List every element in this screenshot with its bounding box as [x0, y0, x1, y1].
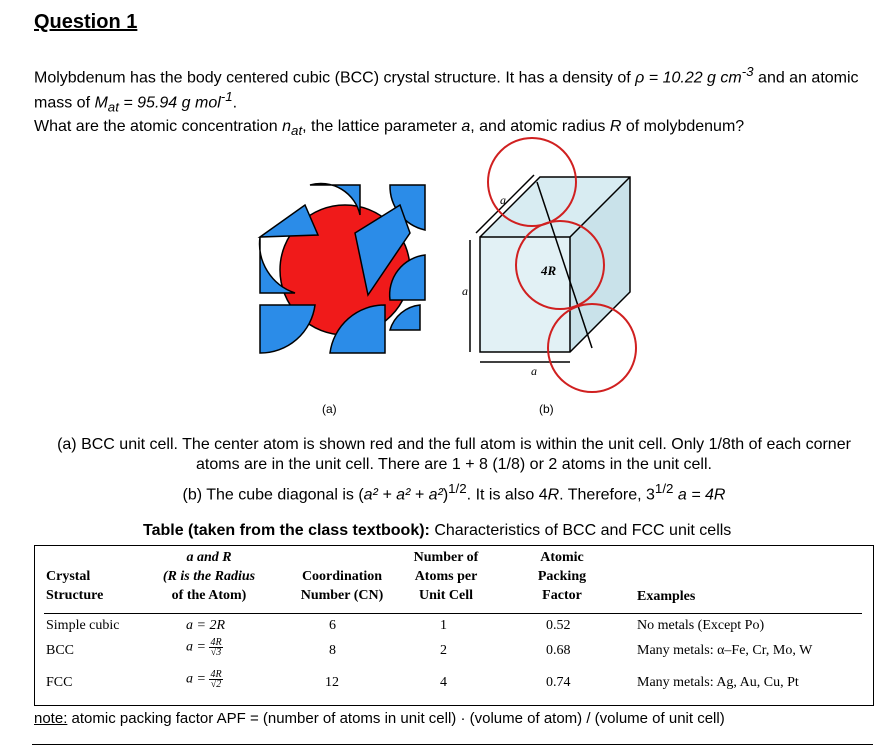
row-aR: a = $\frac{4R}{√2}$: [186, 669, 222, 690]
row-atoms: 1: [440, 618, 447, 633]
table-title: Table (taken from the class textbook): Characteristics of BCC and FCC unit cells: [143, 522, 732, 539]
header-a-and-r: a and R (R is the Radius of the Atom): [162, 550, 256, 603]
table-header-rule: [44, 613, 862, 614]
row-structure: Simple cubic: [46, 618, 120, 633]
row-atoms: 2: [440, 643, 447, 658]
row-atoms: 4: [440, 675, 447, 690]
caption: (a) BCC unit cell. The center atom is shown red and the full atom is within the unit cell. Only 1/8th of each corner atoms are in the unit cell. There are 1 + 8 (1/8) or 2 atoms in the unit cell. (b) The cube diagonal is $(a^2 + a^2 + a^2)^{1/2}$. It is also 4R. Therefore, $3^{1/2}$ a = 4R: [57, 436, 851, 504]
row-aR: a = $\frac{4R}{√3}$: [186, 637, 222, 658]
header-apf: Atomic Packing Factor: [537, 550, 587, 603]
corner-atom: [260, 205, 318, 237]
question-text: Molybdenum has the body centered cubic (BCC) crystal structure. It has a density of ρ = 10.22 g $cm^{-3}$ and an atomic mass of $M_{at} = 95.94$ g mol$^{-1}$. What are the atomic concentration $n_{at}$, the lattice parameter a, and atomic radius R of molybdenum?: [34, 64, 859, 139]
corner-atom: [260, 305, 315, 353]
row-apf: 0.68: [546, 643, 571, 658]
header-crystal: Crystal Structure: [46, 569, 104, 603]
row-cn: 8: [329, 643, 336, 658]
row-examples: No metals (Except Po): [637, 618, 765, 633]
bottom-rule: [32, 744, 873, 745]
header-atoms: Number of Atoms per Unit Cell: [413, 550, 479, 603]
edge-label-top: a: [500, 193, 506, 207]
note: note: atomic packing factor APF = (number of atoms in unit cell) · (volume of atom) / (volume of unit cell): [34, 710, 725, 727]
row-structure: FCC: [46, 675, 73, 690]
header-coordination: Coordination Number (CN): [300, 569, 384, 603]
question-title: Question 1: [34, 11, 138, 33]
header-examples: Examples: [637, 589, 696, 604]
row-examples: Many metals: Ag, Au, Cu, Pt: [637, 675, 799, 690]
edge-label-bottom: a: [531, 364, 537, 378]
row-cn: 12: [325, 675, 339, 690]
row-cn: 6: [329, 618, 336, 633]
diagonal-label: 4R: [541, 263, 557, 278]
row-apf: 0.74: [546, 675, 571, 690]
row-aR: a = 2R: [186, 618, 225, 633]
row-examples: Many metals: α–Fe, Cr, Mo, W: [637, 643, 813, 658]
cube-diagonal-figure: [440, 130, 660, 400]
figure-a-label: (a): [322, 402, 337, 416]
figure-b-label: (b): [539, 402, 554, 416]
bcc-unit-cell-figure: [250, 175, 440, 365]
row-structure: BCC: [46, 643, 75, 658]
edge-label-side: a: [462, 284, 468, 298]
row-apf: 0.52: [546, 618, 571, 633]
